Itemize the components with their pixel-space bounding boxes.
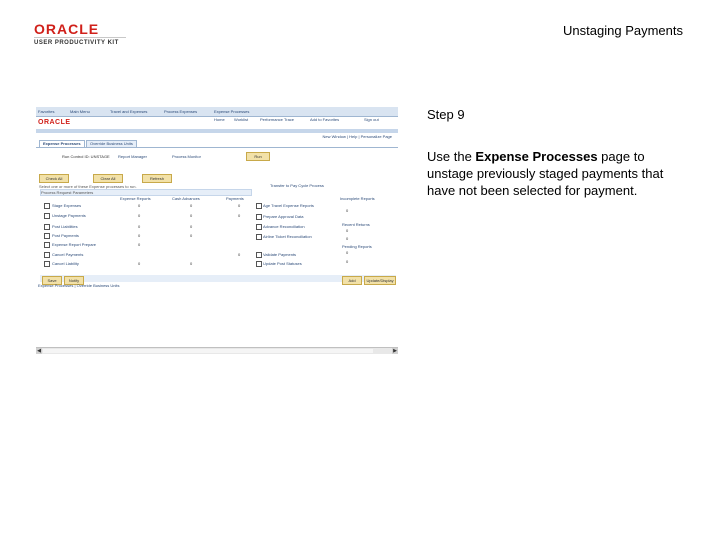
side-note: Pending Reports	[342, 244, 372, 249]
window-links[interactable]: New Window | Help | Personalize Page	[322, 134, 392, 139]
row-value: 0	[346, 236, 349, 241]
row-value: 0	[190, 213, 193, 218]
header-bar	[36, 129, 398, 133]
row-label: Cancel Payments	[52, 252, 84, 257]
row-value: 0	[190, 224, 193, 229]
tab-expense-processes[interactable]: Expense Processes	[39, 140, 85, 147]
instruction-prefix: Use the	[427, 149, 476, 164]
row-label: Validate Payments	[263, 252, 297, 257]
screenshot-expense-processes	[36, 107, 398, 353]
checkbox[interactable]	[256, 224, 262, 230]
side-note: Recent Returns	[342, 222, 370, 227]
row-value: 0	[138, 242, 141, 247]
checkbox[interactable]	[44, 252, 50, 258]
checkbox[interactable]	[256, 214, 262, 220]
row-value: 0	[138, 233, 141, 238]
header-links	[214, 116, 394, 123]
tab-underline	[36, 147, 398, 148]
checkbox[interactable]	[256, 203, 262, 209]
row-value: 0	[138, 261, 141, 266]
scroll-left-icon[interactable]: ◀	[37, 348, 41, 354]
nav-item[interactable]: Travel and Expenses	[110, 109, 148, 114]
step-instruction	[427, 148, 692, 199]
row-value: 0	[238, 203, 241, 208]
step-label: Step 9	[427, 107, 465, 122]
row-value: 0	[346, 250, 349, 255]
logo-rule	[34, 37, 126, 38]
add-button[interactable]: Add	[342, 276, 362, 285]
refresh-button[interactable]: Refresh	[142, 174, 172, 183]
row-value: 0	[346, 228, 349, 233]
instruction-emphasis: Expense Processes	[475, 149, 598, 164]
row-value: 0	[190, 203, 193, 208]
row-value: 0	[138, 203, 141, 208]
checkbox[interactable]	[44, 203, 50, 209]
checkbox[interactable]	[44, 224, 50, 230]
header-link[interactable]: Home	[214, 117, 225, 122]
checkbox[interactable]	[256, 234, 262, 240]
row-value: 0	[346, 259, 349, 264]
header-link[interactable]: Add to Favorites	[310, 117, 340, 122]
row-value: 0	[346, 208, 349, 213]
process-monitor-link[interactable]: Process Monitor	[172, 154, 201, 159]
oracle-upk-logo	[34, 22, 126, 46]
run-button[interactable]: Run	[246, 152, 270, 161]
row-label: Age Travel Expense Reports	[263, 203, 314, 208]
column-header: Payments	[226, 196, 244, 201]
nav-item[interactable]: Process Expenses	[164, 109, 198, 114]
header-link[interactable]: Worklist	[234, 117, 249, 122]
logo-product: USER PRODUCTIVITY KIT	[34, 40, 119, 46]
row-label: Cancel Liability	[52, 261, 79, 266]
app-brand: ORACLE	[38, 119, 71, 126]
row-value: 0	[238, 213, 241, 218]
page-title: Unstaging Payments	[563, 23, 683, 38]
row-value: 0	[138, 224, 141, 229]
row-label: Post Payments	[52, 233, 79, 238]
header-link[interactable]: Performance Trace	[260, 117, 295, 122]
update-display-button[interactable]: Update/Display	[364, 276, 396, 285]
checkbox[interactable]	[44, 242, 50, 248]
bottom-links[interactable]: Expense Processes | Override Business Units	[38, 283, 120, 288]
row-value: 0	[190, 261, 193, 266]
scroll-thumb[interactable]	[43, 349, 373, 353]
column-header: Cash Advances	[172, 196, 200, 201]
run-control-id: Run Control ID: UNSTAGE	[62, 154, 110, 159]
row-label: Post Liabilities	[52, 224, 78, 229]
logo-brand: ORACLE	[34, 21, 100, 37]
row-label: Unstage Payments	[52, 213, 86, 218]
row-value: 0	[138, 213, 141, 218]
group-header: Process Request Parameters	[40, 189, 252, 196]
instruction-suffix: page to unstage previously staged payments that have not been selected for payment.	[427, 149, 664, 198]
row-label: Expense Report Prepare	[52, 242, 97, 247]
checkbox[interactable]	[44, 261, 50, 267]
check-all-button[interactable]: Check All	[39, 174, 69, 183]
column-header: Incomplete Reports	[340, 196, 375, 201]
row-label: Airline Ticket Reconciliation	[263, 234, 312, 239]
checkbox[interactable]	[256, 252, 262, 258]
checkbox[interactable]	[44, 213, 50, 219]
report-manager-link[interactable]: Report Manager	[118, 154, 147, 159]
notify-button[interactable]: Notify	[64, 276, 84, 285]
horizontal-scrollbar[interactable]	[36, 347, 398, 354]
nav-item[interactable]: Favorites	[38, 109, 55, 114]
clear-all-button[interactable]: Clear All	[93, 174, 123, 183]
checkbox[interactable]	[256, 261, 262, 267]
row-label: Prepare Approval Data	[263, 214, 304, 219]
save-button[interactable]: Save	[42, 276, 62, 285]
row-label: Advance Reconciliation	[263, 224, 305, 229]
transfer-link[interactable]: Transfer to Pay Cycle Process	[270, 183, 324, 188]
nav-item[interactable]: Main Menu	[70, 109, 90, 114]
scroll-right-icon[interactable]: ▶	[393, 348, 397, 354]
row-label: Update Post Statuses	[263, 261, 302, 266]
column-header: Expense Reports	[120, 196, 151, 201]
tab-override-business-units[interactable]: Override Business Units	[86, 140, 137, 147]
nav-item[interactable]: Expense Processes	[214, 109, 250, 114]
row-label: Stage Expenses	[52, 203, 82, 208]
header-link[interactable]: Sign out	[364, 117, 379, 122]
checkbox[interactable]	[44, 233, 50, 239]
row-value: 0	[190, 233, 193, 238]
row-value: 0	[238, 252, 241, 257]
instruction-note: Select one or more of these Expense processes to run.	[39, 184, 137, 189]
